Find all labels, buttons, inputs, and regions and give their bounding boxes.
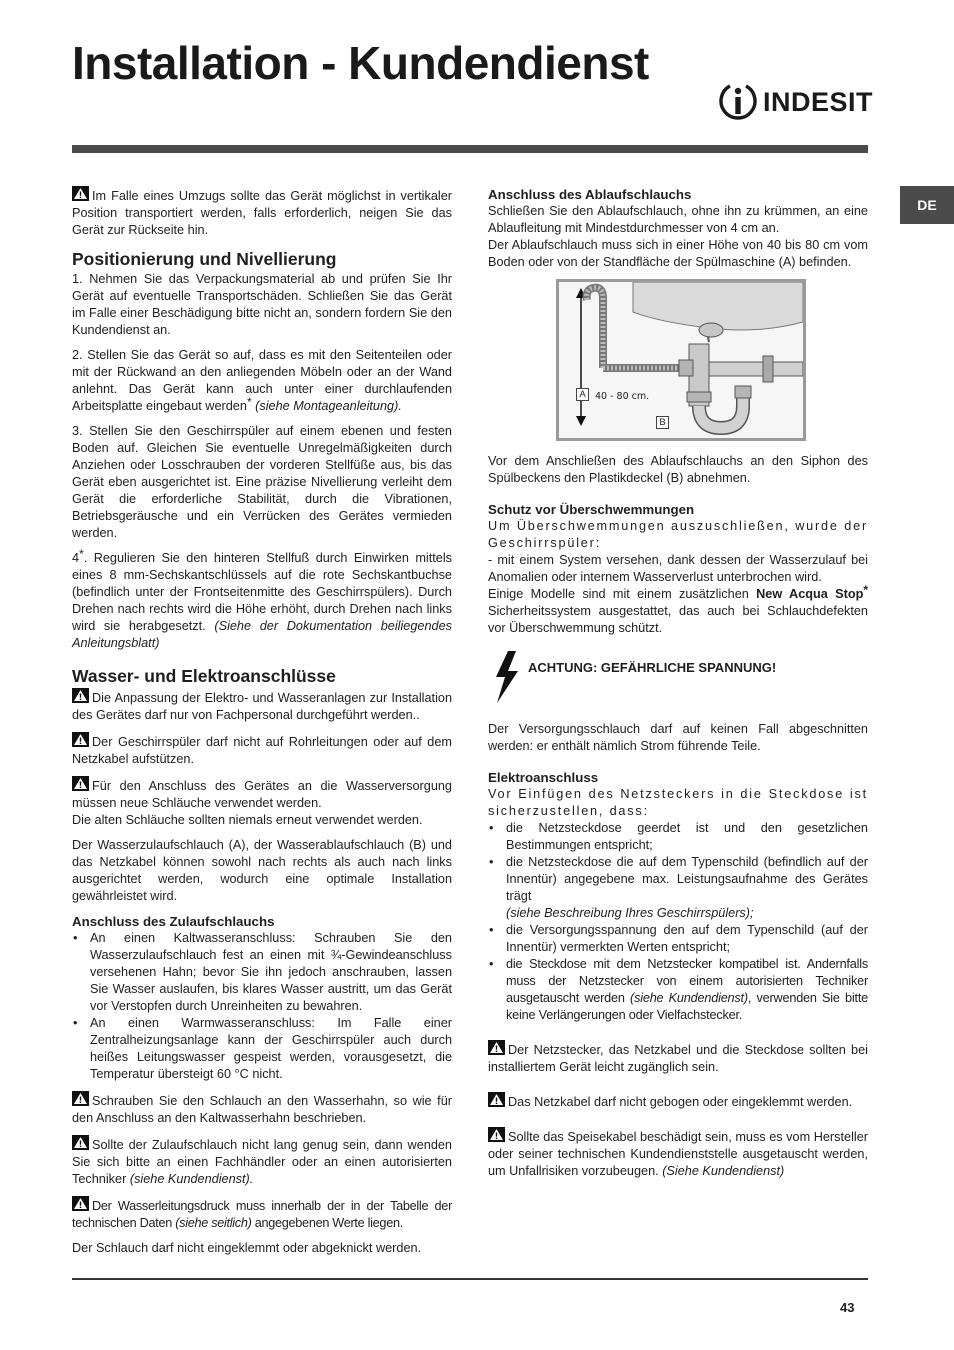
transport-warning: Im Falle eines Umzugs sollte das Gerät möglichst in vertikaler Position transportiert werden, falls erforderlich, neigen Sie das Gerät zur Rückseite hin. (72, 186, 452, 239)
list-item: • die Netzsteckdose geerdet ist und den gesetzlichen Bestimmungen entspricht; (488, 820, 868, 854)
positioning-step-4: 4*. Regulieren Sie den hinteren Stellfuß durch Einwirken mittels eines 8 mm-Sechskantschlüssels auf die rote Sechskantbuchse (befindlich unter der Frontseitenmitte des Geschirrspülers). Durch Drehen nach rechts wird die Höhe erhöht, durch Drehen nach links wird sie herabgesetzt. (Siehe der Dokumentation beiliegendes Anleitungsblatt) (72, 547, 452, 650)
warning-text: Sollte das Speisekabel beschädigt sein, muss es vom Hersteller oder seiner technischen Kundendienststelle ausgetauscht werden, um Unfallrisiken vorzubeugen. (Siehe Kundendienst) (488, 1127, 868, 1180)
list-item: • An einen Kaltwasseranschluss: Schrauben Sie den Wasserzulaufschlauch fest an einen mit ¾-Gewindeanschluss versehenen Hahn; bevor Sie ihn jedoch anschrauben, lassen Sie Wasser auslaufen, bis klares Wasser austritt, um das Gerät vor Verstopfen durch Unreinheiten zu bewahren. (72, 930, 452, 1015)
warning-icon (488, 1092, 505, 1107)
danger-text: ACHTUNG: GEFÄHRLICHE SPANNUNG! (528, 660, 777, 675)
list-item: • die Netzsteckdose die auf dem Typenschild (befindlich auf der Innentür) angegebene max. Leistungsaufnahme des Gerätes trägt (siehe Beschreibung Ihres Geschirrspülers); (488, 854, 868, 922)
indesit-logo-icon (718, 82, 758, 122)
body-text: Der Versorgungsschlauch darf auf keinen Fall abgeschnitten werden: er enthält nämlich Strom führende Teile. (488, 722, 868, 753)
siphon-illustration (559, 282, 803, 438)
positioning-step-1: 1. Nehmen Sie das Verpackungsmaterial ab und prüfen Sie Ihr Gerät auf eventuelle Transportschäden. Schließen Sie das Gerät im Falle einer Beschädigung bitte nicht an, sondern fordern Sie den Kundendienst an. (72, 272, 452, 337)
body-text: Vor Einfügen des Netzsteckers in die Steckdose ist sicherzustellen, dass: (488, 787, 868, 818)
page-number: 43 (840, 1300, 855, 1315)
warning-icon (72, 186, 89, 201)
warning-text: Für den Anschluss des Gerätes an die Wasserversorgung müssen neue Schläuche verwendet werden. (72, 776, 452, 812)
body-text: Schließen Sie den Ablaufschlauch, ohne ihn zu krümmen, an eine Ablaufleitung mit Mindestdurchmesser von 4 cm an. (488, 204, 868, 235)
warning-icon (72, 1196, 89, 1211)
body-text: Die alten Schläuche sollten niemals erneut verwendet werden. (72, 813, 423, 827)
list-item: • die Versorgungsspannung den auf dem Typenschild (auf der Innentür) vermerkten Werten entspricht; (488, 922, 868, 956)
warning-text: Der Geschirrspüler darf nicht auf Rohrleitungen oder auf dem Netzkabel aufstützen. (72, 732, 452, 768)
label-a: A (576, 388, 589, 401)
warning-icon (488, 1127, 505, 1142)
body-text: Vor dem Anschließen des Ablaufschlauchs an den Siphon des Spülbeckens den Plastikdeckel (B) abnehmen. (488, 454, 868, 485)
warning-text: Die Anpassung der Elektro- und Wasseranlagen zur Installation des Gerätes darf nur von Fachpersonal durchgeführt werden.. (72, 688, 452, 724)
electrical-heading: Elektroanschluss (488, 770, 599, 785)
body-text: Um Überschwemmungen auszuschließen, wurde der Geschirrspüler: (488, 519, 868, 550)
right-column (488, 186, 868, 1188)
electrical-list (488, 820, 868, 1024)
inlet-list (72, 930, 452, 1083)
warning-text: Der Wasserleitungsdruck muss innerhalb der in der Tabelle der technischen Daten (siehe seitlich) angegebenen Werte liegen. (72, 1196, 452, 1232)
high-voltage-icon (488, 649, 526, 705)
positioning-heading: Positionierung und Nivellierung (72, 249, 337, 269)
body-text: Der Schlauch darf nicht eingeklemmt oder abgeknickt werden. (72, 1241, 422, 1255)
water-electric-heading: Wasser- und Elektroanschlüsse (72, 666, 336, 686)
warning-icon (72, 688, 89, 703)
flood-heading: Schutz vor Überschwemmungen (488, 502, 695, 517)
warning-icon (72, 732, 89, 747)
body-text: Der Ablaufschlauch muss sich in einer Höhe von 40 bis 80 cm vom Boden oder von der Standfläche der Spülmaschine (A) befinden. (488, 238, 868, 269)
warning-icon (72, 1091, 89, 1106)
warning-text: Der Netzstecker, das Netzkabel und die Steckdose sollten bei installiertem Gerät leicht zugänglich sein. (488, 1040, 868, 1076)
warning-icon (488, 1040, 505, 1055)
inlet-heading: Anschluss des Zulaufschlauchs (72, 914, 275, 929)
height-range-label: 40 - 80 cm. (595, 391, 650, 402)
list-item: • An einen Warmwasseranschluss: Im Falle einer Zentralheizungsanlage kann der Geschirrspüler auch durch heißes Leitungswasser gespeist werden, vorausgesetzt, die Temperatur übersteigt 60 °C nicht. (72, 1015, 452, 1083)
brand-logo (718, 82, 873, 122)
positioning-step-2: 2. Stellen Sie das Gerät so auf, dass es mit den Seitenteilen oder mit der Rückwand an den anliegenden Möbeln oder an der Wand anlehnt. Das Gerät kann auch unter einer durchlaufenden Arbeitsplatte eingebaut werden* (siehe Montageanleitung). (72, 348, 452, 413)
language-tab: DE (900, 186, 954, 224)
drain-hose-diagram (556, 279, 806, 441)
brand-name: INDESIT (763, 86, 874, 117)
left-column (72, 186, 452, 1265)
header-rule (72, 145, 868, 153)
body-text: Einige Modelle sind mit einem zusätzlichen New Acqua Stop* Sicherheitssystem ausgestattet, das auch bei Schlauchdefekten vor Überschwemmung schützt. (488, 583, 868, 635)
page-title: Installation - Kundendienst (72, 37, 649, 89)
list-item: • die Steckdose mit dem Netzstecker kompatibel ist. Andernfalls muss der Netzstecker von einem autorisierten Techniker ausgetauscht werden (siehe Kundendienst), verwenden Sie bitte keine Verlängerungen oder Vielfachstecker. (488, 956, 868, 1024)
danger-notice (488, 649, 868, 705)
warning-text: Das Netzkabel darf nicht gebogen oder eingeklemmt werden. (488, 1092, 868, 1111)
warning-icon (72, 776, 89, 791)
positioning-step-3: 3. Stellen Sie den Geschirrspüler auf einem ebenen und festen Boden auf. Gleichen Sie eventuelle Unregelmäßigkeiten durch Anziehen oder Losschrauben der vorderen Stellfüße aus, bis das Gerät eben ausgerichtet ist. Eine präzise Nivellierung verleiht dem Gerät die erforderliche Stabilität, durch die Vibrationen, Betriebsgeräusche und ein Verrücken des Gerätes vermieden werden. (72, 424, 452, 540)
footer-rule (72, 1278, 868, 1280)
warning-text: Sollte der Zulaufschlauch nicht lang genug sein, dann wenden Sie sich bitte an einen Fachhändler oder an einen autorisierten Techniker (siehe Kundendienst). (72, 1135, 452, 1188)
warning-text: Schrauben Sie den Schlauch an den Wasserhahn, so wie für den Anschluss an den Kaltwasserhahn beschrieben. (72, 1091, 452, 1127)
label-b: B (656, 416, 669, 429)
body-text: Der Wasserzulaufschlauch (A), der Wasserablaufschlauch (B) und das Netzkabel können sowohl nach rechts als auch nach links ausgerichtet werden, wodurch eine optimale Installation gewährleistet wird. (72, 838, 452, 903)
drain-heading: Anschluss des Ablaufschlauchs (488, 187, 692, 202)
warning-icon (72, 1135, 89, 1150)
body-text: - mit einem System versehen, dank dessen der Wasserzulauf bei Anomalien oder internem Wasserverlust unterbrochen wird. (488, 553, 868, 584)
